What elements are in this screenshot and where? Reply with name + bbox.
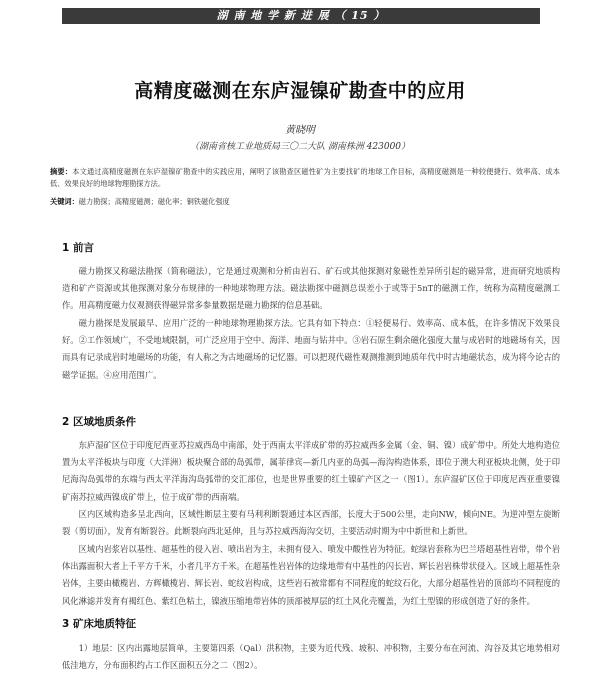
section-3-paragraph-1: 1）地层：区内出露地层简单，主要第四系（Qal）洪积物，主要为近代残、坡积、冲积物，主要分布在河流、沟谷及其它地势相对低洼地方，分布面积约占工作区面积五分之二（图2）。 [62,643,560,671]
keywords-label: 关键词： [50,197,79,206]
paper-title: 高精度磁测在东庐湿镍矿勘查中的应用 [134,80,466,102]
keywords-text: 磁力勘探；高精度磁测；磁化率；铜铁磁化强度 [78,197,230,206]
section-heading-2: 2 区域地质条件 [62,416,136,428]
paper-author: 黄晓明 [285,125,315,136]
abstract [50,166,560,190]
paper-affiliation: （湖南省核工业地质局三〇二大队 湖南株洲 423000） [189,142,411,152]
journal-header-text: 湖 南 地 学 新 进 展 （ 15 ） [216,9,386,22]
section-2-paragraph-3: 区域内岩浆岩以基性、超基性的侵入岩、喷出岩为主，未拥有侵入、喷发中酸性岩为特征。蛇绿岩套称为巴兰塔超基性岩带，带个岩体出露面积大者上千平方千米，小者几平方千米。在超基性岩岩体的边缘地带有中基性的闪长岩、辉长岩岩株带状侵入。区域上超基性杂岩体，主要由橄榄岩、方辉橄榄岩、辉长岩、蛇纹岩构成，这些岩石被常都有不同程度的蛇纹石化，大部分超基性岩的顶部均不同程度的风化淋滤并发育有褐红色、紫红色粘土，镍液压缩地带岩体的顶部被厚层的红土风化壳覆盖，为红土型镍的形成创造了好的条件。 [62,544,560,606]
section-1-paragraph-1: 磁力勘探又称磁法勘探（简称磁法），它是通过观测和分析由岩石、矿石或其他探测对象磁性差异所引起的磁异常，进而研究地质构造和矿产资源或其他探测对象分布规律的一种地球物理方法。磁法勘探中磁测总误差小于或等于5nT的磁测工作，统称为高精度磁测工作。用高精度磁力仪观测获得磁异常多参量数据是磁力勘探的信息基础。 [62,266,560,311]
abstract-text: 本文通过高精度磁测在东庐湿镍矿勘查中的实践应用，阐明了该勘查区磁性矿为主要找矿的地球工作目标，高精度磁测是一种较便捷行、效率高、成本低、效果良好的地球物理勘探方法。 [50,167,560,188]
section-2-paragraph-2: 区内区域构造多呈北西向，区域性断层主要有马利利断裂通过本区西部，长度大于500公里，走向NW，倾向NE。为逆冲型左旋断裂（剪切面），发育有断裂谷。此断裂向西北延伸，且与苏拉威西海沟交切，主要活动时期为中中新世和上新世。 [62,509,560,537]
abstract-label: 摘要： [50,167,73,176]
keywords [50,196,560,208]
journal-header-bar [62,8,540,24]
section-1-paragraph-2: 磁力勘探是发展最早、应用广泛的一种地球物理勘探方法。它具有如下特点：①轻便易行、效率高、成本低，在许多情况下效果良好。②工作领域广，不受地域限制，可广泛应用于空中、海洋、地面与钻井中。③岩石原生剩余磁化强度大量与成岩时的地磁场有关，因而具有记录成岩时地磁场的功能，有人称之为古地磁场的记忆器。可以把现代磁性观测推测到地质年代中时古地磁状态，成为将今论古的磁学证据。④应用范围广。 [62,318,560,380]
section-heading-1: 1 前言 [62,242,94,254]
section-heading-3: 3 矿床地质特征 [62,618,136,630]
section-2-paragraph-1: 东庐湿矿区位于印度尼西亚苏拉威西岛中南部，处于西南太平洋成矿带的苏拉威西多金属（金、铜、镍）成矿带中。所处大地构造位置为太平洋板块与印度（大洋洲）板块聚合部的岛弧带，属菲律宾—新几内亚的岛弧—海沟构造体系，即位于澳大利亚板块北侧，处于印尼海沟岛弧带的东端与西太平洋海沟岛弧带的交汇部位，也是世界重要的红土镍矿产区之一（图1）。东庐湿矿区位于印度尼西亚重要镍矿南苏拉威西镍成矿带上，位于成矿带的西南端。 [62,440,560,502]
